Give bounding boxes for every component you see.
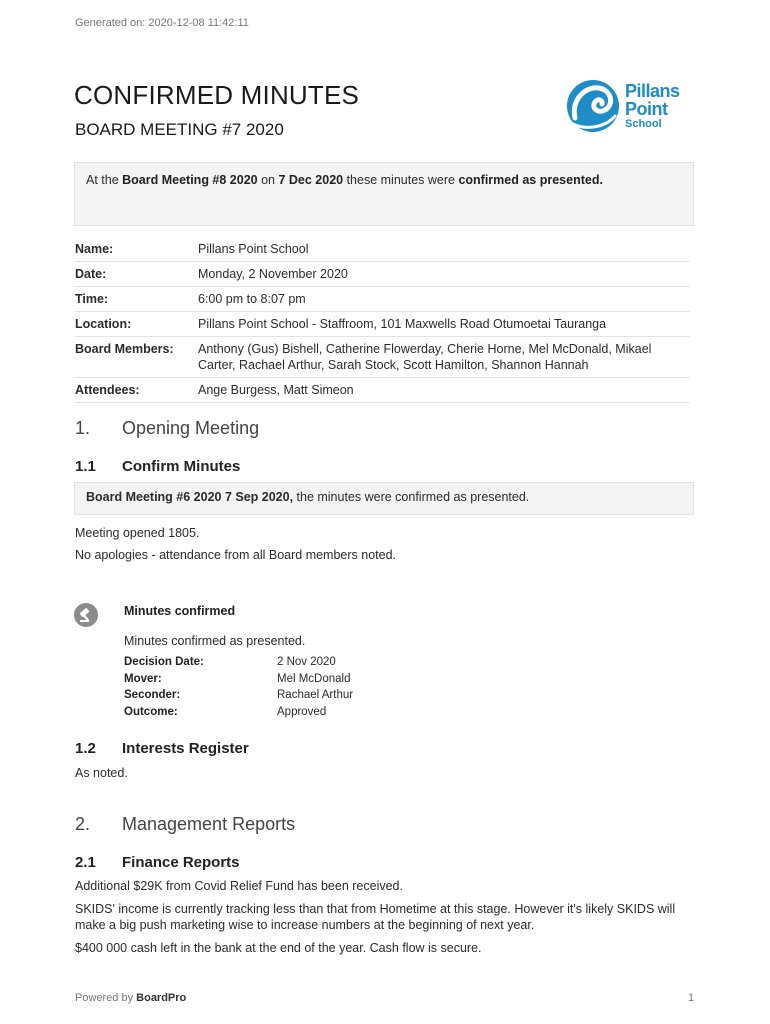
decision-value: Mel McDonald <box>277 672 351 685</box>
meta-value: Pillans Point School - Staffroom, 101 Maxwells Road Otumoetai Tauranga <box>198 317 607 331</box>
footer-powered-by <box>75 992 186 1004</box>
section-heading <box>75 418 259 439</box>
meta-value: 6:00 pm to 8:07 pm <box>198 292 306 306</box>
meta-label: Board Members: <box>75 342 174 356</box>
decision-row <box>124 671 353 688</box>
meta-row <box>75 262 690 287</box>
decision-row <box>124 687 353 704</box>
previous-minutes-box <box>74 482 694 515</box>
meta-row <box>75 287 690 312</box>
meeting-details <box>75 237 690 403</box>
meta-value: Ange Burgess, Matt Simeon <box>198 383 354 397</box>
logo-line-2: Point <box>625 99 668 119</box>
logo-line-3: School <box>625 118 662 130</box>
confirmation-prefix: At the <box>86 173 123 187</box>
meta-label: Location: <box>75 317 132 331</box>
subsection-number: 2.1 <box>75 854 96 871</box>
as-noted-text: As noted. <box>75 766 128 780</box>
subsection-number: 1.1 <box>75 458 96 475</box>
decision-text: Minutes confirmed as presented. <box>124 634 306 648</box>
subsection-title: Interests Register <box>122 740 249 757</box>
section-heading <box>75 814 295 835</box>
finance-paragraph: SKIDS' income is currently tracking less than that from Hometime at this stage. However it's likely SKIDS will make a big push marketing wise to increase numbers at the beginning of next year. <box>75 902 676 932</box>
decision-row <box>124 704 353 721</box>
subsection-heading <box>75 740 249 757</box>
finance-paragraph: Additional $29K from Covid Relief Fund has been received. <box>75 879 403 893</box>
decision-title: Minutes confirmed <box>124 604 236 618</box>
confirmation-box <box>74 162 694 226</box>
subsection-heading <box>75 458 240 475</box>
school-logo <box>565 78 695 134</box>
decision-details <box>124 654 353 720</box>
decision-key: Seconder: <box>124 689 181 701</box>
meeting-opened-text: Meeting opened 1805. <box>75 526 200 540</box>
page-number: 1 <box>688 992 695 1004</box>
decision-value: 2 Nov 2020 <box>277 656 336 668</box>
confirmation-meeting: Board Meeting #8 2020 <box>122 173 258 187</box>
previous-minutes-text: the minutes were confirmed as presented. <box>293 490 530 504</box>
previous-meeting: Board Meeting #6 2020 7 Sep 2020, <box>86 490 294 504</box>
decision-row <box>124 654 353 671</box>
generated-timestamp: Generated on: 2020-12-08 11:42:11 <box>75 17 249 29</box>
confirmation-middle: these minutes were <box>343 173 459 187</box>
gavel-icon <box>74 603 98 627</box>
meta-row <box>75 337 690 378</box>
confirmation-on: on <box>257 173 279 187</box>
meta-row <box>75 378 690 403</box>
decision-key: Outcome: <box>124 705 178 718</box>
meta-label: Time: <box>75 292 109 306</box>
section-title: Opening Meeting <box>122 418 260 438</box>
footer-powered-text: Powered by <box>75 992 137 1004</box>
page-title: CONFIRMED MINUTES <box>74 80 360 110</box>
decision-key: Decision Date: <box>124 656 204 668</box>
section-title: Management Reports <box>122 814 296 834</box>
meta-value: Anthony (Gus) Bishell, Catherine Flowerday, Cherie Horne, Mel McDonald, Mikael Carter, Rachael Arthur, Sarah Stock, Scott Hamilton, Shannon Hannah <box>198 342 652 372</box>
subsection-number: 1.2 <box>75 740 96 757</box>
subsection-title: Confirm Minutes <box>122 458 241 475</box>
meta-value: Pillans Point School <box>198 242 309 256</box>
section-number: 1. <box>75 418 91 438</box>
meta-value: Monday, 2 November 2020 <box>198 267 348 281</box>
logo-wave-icon <box>565 78 623 134</box>
meta-label: Date: <box>75 267 107 281</box>
logo-line-1: Pillans <box>625 81 680 101</box>
subsection-heading <box>75 854 240 871</box>
meta-row <box>75 237 690 262</box>
section-number: 2. <box>75 814 91 834</box>
finance-paragraph: $400 000 cash left in the bank at the end of the year. Cash flow is secure. <box>75 941 482 955</box>
footer-brand: BoardPro <box>136 992 187 1004</box>
meta-row <box>75 312 690 337</box>
confirmation-status: confirmed as presented. <box>458 173 603 187</box>
apologies-text: No apologies - attendance from all Board members noted. <box>75 548 397 562</box>
decision-value: Rachael Arthur <box>277 689 354 701</box>
decision-value: Approved <box>277 705 327 718</box>
meta-label: Attendees: <box>75 383 140 397</box>
page-subtitle: BOARD MEETING #7 2020 <box>75 120 284 139</box>
subsection-title: Finance Reports <box>122 854 240 871</box>
decision-key: Mover: <box>124 672 162 685</box>
confirmation-date: 7 Dec 2020 <box>278 173 344 187</box>
meta-label: Name: <box>75 242 114 256</box>
